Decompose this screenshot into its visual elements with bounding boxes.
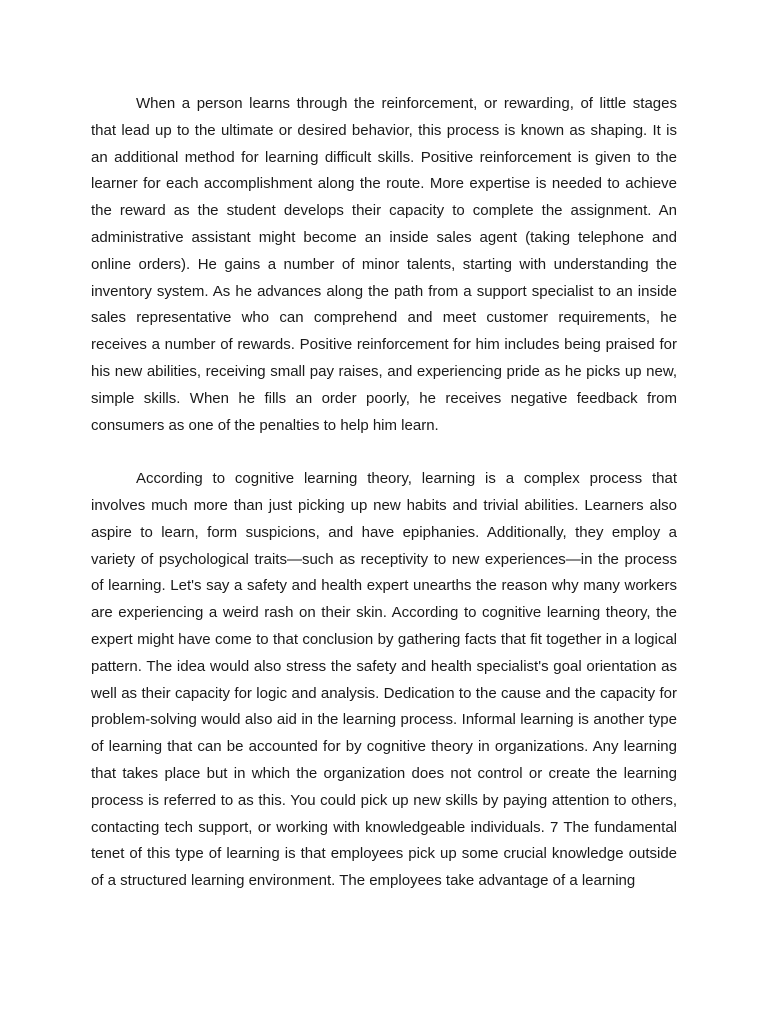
document-body	[91, 91, 677, 895]
paragraph-shaping: When a person learns through the reinforcement, or rewarding, of little stages that lead up to the ultimate or desired behavior, this process is known as shaping. It is an additional method for learning difficult skills. Positive reinforcement is given to the learner for each accomplishment along the route. More expertise is needed to achieve the reward as the student develops their capacity to complete the assignment. An administrative assistant might become an inside sales agent (taking telephone and online orders). He gains a number of minor talents, starting with understanding the inventory system. As he advances along the path from a support specialist to an inside sales representative who can comprehend and meet customer requirements, he receives a number of rewards. Positive reinforcement for him includes being praised for his new abilities, receiving small pay raises, and experiencing pride as he picks up new, simple skills. When he fills an order poorly, he receives negative feedback from consumers as one of the penalties to help him learn.	[91, 95, 677, 434]
paragraph-cognitive-learning: According to cognitive learning theory, learning is a complex process that involves much more than just picking up new habits and trivial abilities. Learners also aspire to learn, form suspicions, and have epiphanies. Additionally, they employ a variety of psychological traits—such as receptivity to new experiences—in the process of learning. Let's say a safety and health expert unearths the reason why many workers are experiencing a weird rash on their skin. According to cognitive learning theory, the expert might have come to that conclusion by gathering facts that fit together in a logical pattern. The idea would also stress the safety and health specialist's goal orientation as well as their capacity for logic and analysis. Dedication to the cause and the capacity for problem-solving would also aid in the learning process. Informal learning is another type of learning that can be accounted for by cognitive theory in organizations. Any learning that takes place but in which the organization does not control or create the learning process is referred to as this. You could pick up new skills by paying attention to others, contacting tech support, or working with knowledgeable individuals. 7 The fundamental tenet of this type of learning is that employees pick up some crucial knowledge outside of a structured learning environment. The employees take advantage of a learning	[91, 470, 677, 890]
